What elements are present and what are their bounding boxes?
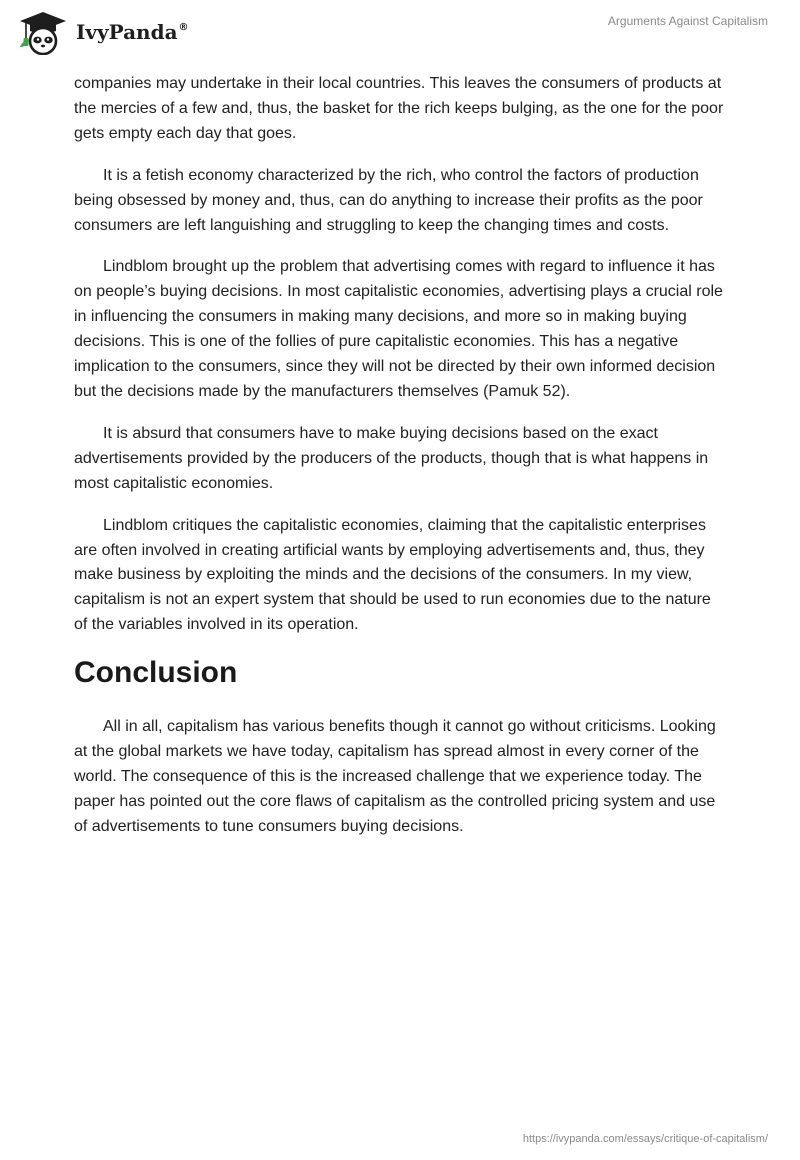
paragraph-continued: companies may undertake in their local countries. This leaves the consumers of products at the mercies of a few and, thus, the basket for the rich keeps bulging, as the one for the poor gets empty each day that goes. <box>74 75 724 142</box>
conclusion-heading: Conclusion <box>74 656 238 690</box>
paragraph: It is a fetish economy characterized by the rich, who control the factors of production being obsessed by money and, thus, can do anything to increase their profits as the poor consumers are left languishing and struggling to keep the changing times and costs. <box>74 166 703 234</box>
paragraph: Lindblom critiques the capitalistic economies, claiming that the capitalistic enterprises are often involved in creating artificial wants by employing advertisements and, thus, they make business by exploiting the minds and the decisions of the consumers. In my view, capitalism is not an expert system that should be used to run economies due to the nature of the variables involved in its operation. <box>74 516 711 634</box>
brand-name: IvyPanda® <box>76 20 189 44</box>
paragraph: Lindblom brought up the problem that advertising comes with regard to influence it has on people’s buying decisions. In most capitalistic economies, advertising plays a crucial role in influencing the consumers in making many decisions, and more so in making buying decisions. This is one of the follies of pure capitalistic economies. This has a negative implication to the consumers, since they will not be directed by their own informed decision but the decisions made by the manufacturers themselves (Pamuk 52). <box>74 258 723 400</box>
conclusion-paragraph: All in all, capitalism has various benefits though it cannot go without criticisms. Looking at the global markets we have today, capitalism has spread almost in every corner of the world. The consequence of this is the increased challenge that we experience today. The paper has pointed out the core flaws of capitalism as the controlled pricing system and use of advertisements to tune consumers buying decisions. <box>74 718 716 835</box>
essay-body <box>74 72 726 857</box>
source-url[interactable]: https://ivypanda.com/essays/critique-of-capitalism/ <box>522 1133 768 1145</box>
panda-graduate-icon <box>16 9 70 55</box>
registered-mark: ® <box>178 22 189 33</box>
paragraph: It is absurd that consumers have to make buying decisions based on the exact advertisements provided by the producers of the products, though that is what happens in most capitalistic economies. <box>74 424 709 492</box>
ivypanda-logo[interactable] <box>16 9 189 55</box>
page-header <box>0 0 800 60</box>
running-title: Arguments Against Capitalism <box>607 14 768 28</box>
